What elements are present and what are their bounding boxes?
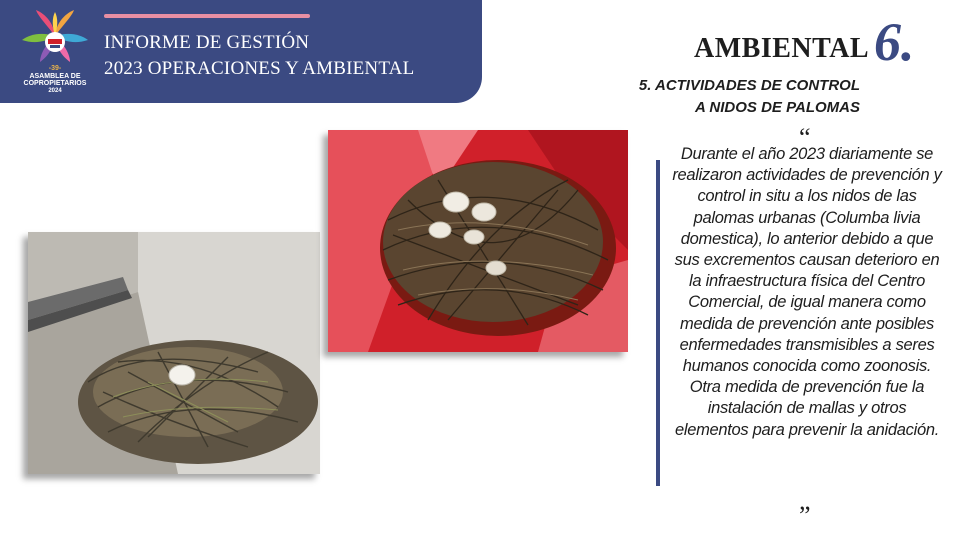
logo-number: -39- xyxy=(48,65,62,72)
header-title xyxy=(104,30,414,82)
header-rule xyxy=(104,14,310,18)
logo-line1: ASAMBLEA DE xyxy=(29,73,81,80)
assembly-logo xyxy=(16,6,94,98)
header-title-line1: INFORME DE GESTIÓN xyxy=(104,32,310,53)
logo-year: 2024 xyxy=(48,88,62,94)
body-paragraph: Durante el año 2023 diariamente se realizaron actividades de prevención y control in situ a los nidos de las palomas urbanas (Columba livia domestica), lo anterior debido a que sus excrementos causan deterioro en la infraestructura física del Centro Comercial, de igual manera como medida de prevención ante posibles enfermedades transmisibles a seres humanos conocida como zoonosis. Otra medida de prevención fue la instalación de mallas y otros elementos para prevenir la anidación. xyxy=(672,145,942,439)
logo-line2: COPROPIETARIOS xyxy=(23,80,87,87)
accent-side-line xyxy=(656,160,660,486)
subtitle xyxy=(560,75,860,119)
nest-photo-concrete xyxy=(28,232,320,474)
section-title: AMBIENTAL xyxy=(694,33,870,64)
header-title-line2: 2023 OPERACIONES Y AMBIENTAL xyxy=(104,58,415,79)
section-number: 6. xyxy=(874,12,915,72)
quote-open-mark: “ xyxy=(799,123,811,152)
subtitle-line2: A NIDOS DE PALOMAS xyxy=(694,99,860,116)
nest-photo-red-bag xyxy=(328,130,628,352)
quote-close-mark: ” xyxy=(799,501,811,530)
subtitle-line1: 5. ACTIVIDADES DE CONTROL xyxy=(638,77,860,94)
